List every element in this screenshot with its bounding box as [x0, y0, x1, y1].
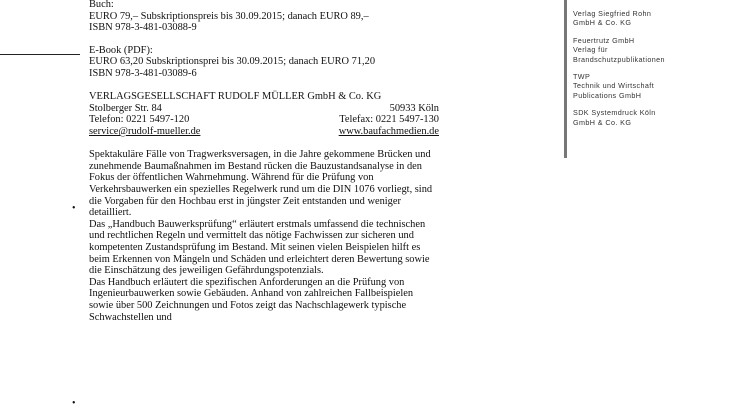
- publisher-city: 50933 Köln: [389, 102, 439, 114]
- publisher-name: VERLAGSGESELLSCHAFT RUDOLF MÜLLER GmbH & Co. KG: [89, 91, 382, 103]
- imprint-feuertrutz: [573, 36, 727, 64]
- imprint-line: Verlag Siegfried Rohn: [573, 9, 652, 18]
- publisher-address: [89, 91, 439, 137]
- imprint-line: Brandschutzpublikationen: [573, 54, 665, 64]
- print-order-block: [89, 0, 439, 34]
- ebook-isbn: ISBN 978-3-481-03089-6: [89, 68, 197, 80]
- address-row: [89, 103, 439, 115]
- imprint-sdk: [573, 108, 727, 127]
- imprint-line: GmbH & Co. KG: [573, 117, 632, 127]
- print-price: EURO 79,– Subskriptionspreis bis 30.09.2015; danach EURO 89,–: [89, 10, 369, 22]
- imprint-rohn: [573, 9, 727, 28]
- ebook-label: E-Book (PDF):: [89, 44, 153, 56]
- publisher-phone: Telefon: 0221 5497-120: [89, 114, 190, 126]
- divider-rule: [0, 54, 80, 55]
- print-isbn: ISBN 978-3-481-03088-9: [89, 22, 197, 34]
- bullet-marker: •: [72, 398, 76, 409]
- description-paragraph-3: Das Handbuch erläutert die spezifischen Anforderungen an die Prüfung von Ingenieurbauwerken sowie Gebäuden. Anhand von zahlreichen Fallbeispielen sowie über 500 Zeichnungen und Fotos zeigt das Nachschlagewerk typische Schwachstellen und: [89, 276, 414, 323]
- bullet-marker: •: [72, 203, 76, 214]
- main-column: [89, 0, 439, 323]
- publisher-street: Stolberger Str. 84: [89, 102, 162, 114]
- description-paragraph-2: Das „Handbuch Bauwerksprüfung“ erläutert erstmals umfassend die technischen und rechtlichen Regeln und vermittelt das nötige Fachwissen zur sicheren und kompetenten Zustandsprüfung im Bestand. Mit seinen vielen Beispielen hilft es beim Erkennen von Mängeln und Schäden und erleichtert deren Bewertung sowie die Einschätzung des jeweiligen Gefährdungspotenzials.: [89, 218, 430, 277]
- publisher-fax: Telefax: 0221 5497-130: [339, 114, 439, 126]
- sidebar-imprints: [564, 0, 727, 158]
- ebook-order-block: [89, 45, 439, 80]
- phone-row: [89, 114, 439, 126]
- website-link[interactable]: www.baufachmedien.de: [338, 126, 439, 138]
- imprint-line: SDK Systemdruck Köln: [573, 108, 656, 118]
- imprint-line: Feuertrutz GmbH: [573, 35, 635, 45]
- imprint-line: Publications GmbH: [573, 90, 642, 100]
- print-label: Buch:: [89, 0, 114, 10]
- email-link[interactable]: service@rudolf-mueller.de: [89, 126, 201, 138]
- description-paragraph-1: Spektakuläre Fälle von Tragwerksversagen, in die Jahre gekommene Brücken und zunehmende Baumaßnahmen im Bestand rücken die Bauzustandsanalyse in den Fokus der öffentlichen Wahrnehmung. Während für die Prüfung von Verkehrsbauwerken ein spezielles Regelwerk rund um die DIN 1076 vorliegt, sind die Vorgaben für den Hochbau erst in jüngster Zeit entstanden und weniger detailliert.: [89, 149, 433, 219]
- imprint-line: TWP: [573, 72, 591, 82]
- imprint-line: Technik und Wirtschaft: [573, 81, 655, 91]
- imprint-line: GmbH & Co. KG: [573, 18, 632, 28]
- imprint-twp: [573, 72, 727, 100]
- contact-row: [89, 126, 439, 138]
- ebook-price: EURO 63,20 Subskriptionsprei bis 30.09.2015; danach EURO 71,20: [89, 56, 376, 68]
- imprint-line: Verlag für: [573, 45, 608, 55]
